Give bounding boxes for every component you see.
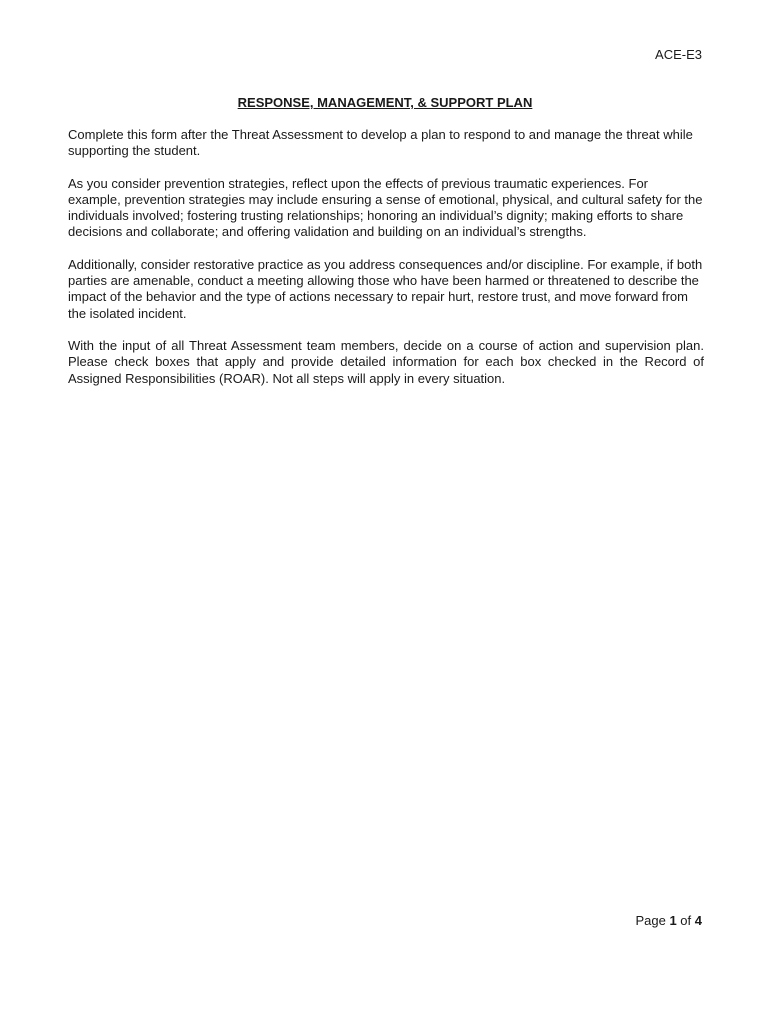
paragraph-intro: Complete this form after the Threat Assessment to develop a plan to respond to and manage the threat while supporting the student. [68,127,693,159]
document-code: ACE-E3 [655,47,702,62]
of-word: of [680,913,692,928]
page-word: Page [635,913,666,928]
paragraph-course-of-action: With the input of all Threat Assessment team members, decide on a course of action and supervision plan. Please check boxes that apply and provide detailed information for each box checked in the Record of Assigned Responsibilities (ROAR). Not all steps will apply in every situation. [68,337,704,386]
total-pages-number: 4 [694,913,702,928]
current-page-number: 1 [669,913,677,928]
paragraph-restorative-practice: Additionally, consider restorative practice as you address consequences and/or discipline. For example, if both parties are amenable, conduct a meeting allowing those who have been harmed or threatened to describe the impact of the behavior and the type of actions necessary to repair hurt, restore trust, and move forward from the isolated incident. [68,256,703,321]
document-body [68,127,704,403]
page-title: RESPONSE, MANAGEMENT, & SUPPORT PLAN [237,95,533,110]
paragraph-prevention-strategies: As you consider prevention strategies, reflect upon the effects of previous traumatic experiences. For example, prevention strategies may include ensuring a sense of emotional, physical, and cultural safety for the individuals involved; fostering trusting relationships; honoring an individual’s dignity; making efforts to share decisions and collaborate; and offering validation and building on an individual’s strengths. [68,175,703,240]
page-number [635,913,702,929]
